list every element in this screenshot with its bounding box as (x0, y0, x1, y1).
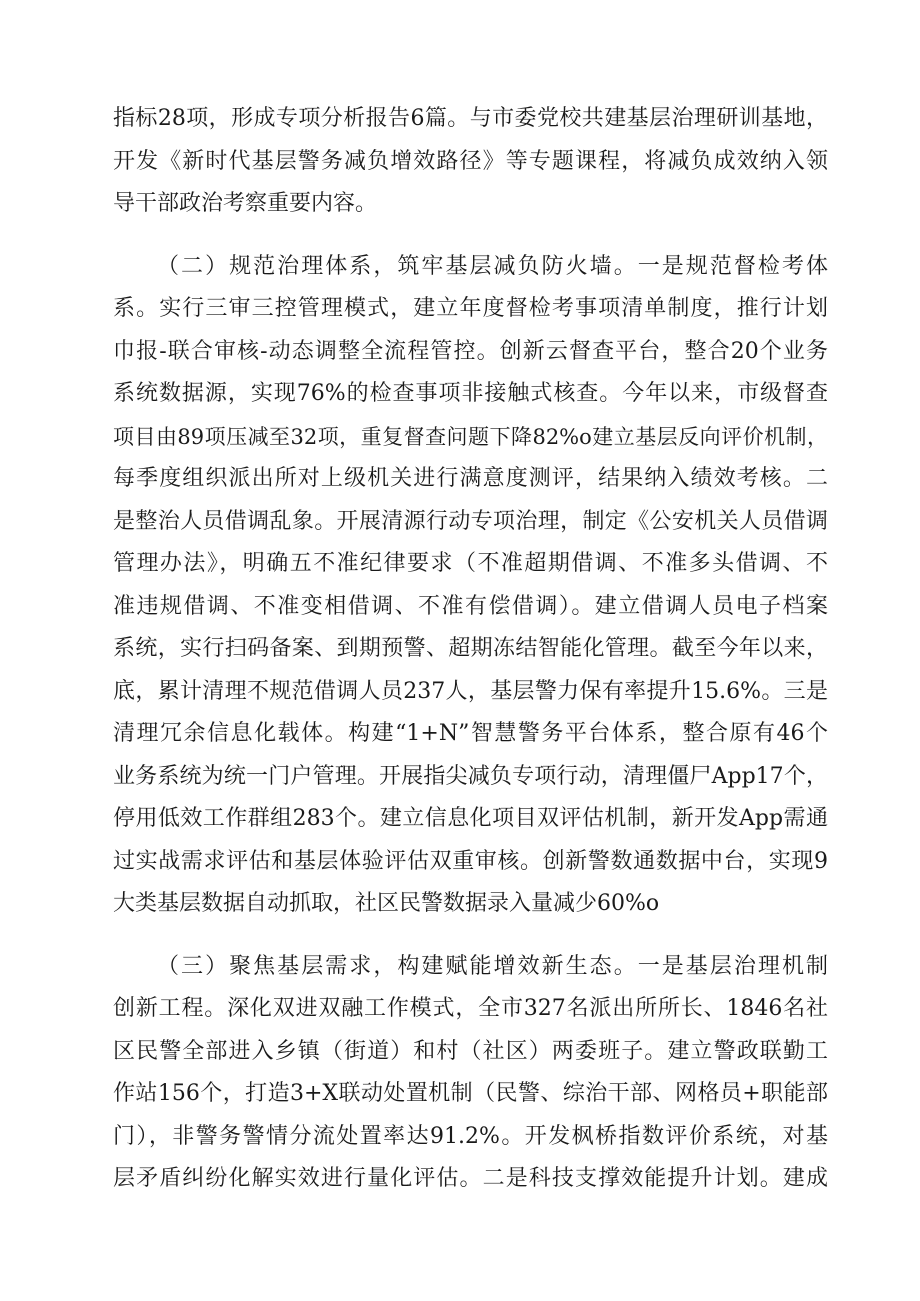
text-line: 巾报-联合审核-动态调整全流程管控。创新云督查平台，整合20个业务 (113, 338, 828, 364)
text-line: 系统，实行扫码备案、到期预警、超期冻结智能化管理。截至今年以来， (113, 636, 828, 661)
text-line: 大类基层数据自动抓取，社区民警数据录入量减少60%o (113, 891, 660, 916)
paragraph-1 (113, 98, 828, 226)
text-line: 停用低效工作群组283个。建立信息化项目双评估机制，新开发App需通 (113, 806, 828, 831)
text-line: 门），非警务警情分流处置率达91.2%。开发枫桥指数评价系统，对基 (113, 1123, 828, 1149)
text-line: （三）聚焦基层需求，构建赋能增效新生态。一是基层治理机制 (157, 953, 828, 979)
text-line: 作站156个，打造3+X联动处置机制（民警、综治干部、网格员+职能部 (113, 1081, 828, 1106)
text-line: 系。实行三审三控管理模式，建立年度督检考事项清单制度，推行计划 (113, 296, 828, 321)
paragraph-3 (113, 946, 828, 1201)
text-line: （二）规范治理体系，筑牢基层减负防火墙。一是规范督检考体 (157, 253, 828, 279)
text-line: 过实战需求评估和基层体验评估双重审核。创新警数通数据中台，实现9 (113, 848, 828, 874)
text-line: 指标28项，形成专项分析报告6篇。与市委党校共建基层治理研训基地， (113, 106, 828, 131)
text-line: 业务系统为统一门户管理。开展指尖减负专项行动，清理僵尸App17个， (113, 763, 828, 789)
document-body (113, 98, 828, 1201)
paragraph-gap (113, 226, 828, 246)
paragraph-2 (113, 246, 828, 926)
text-line: 管理办法》，明确五不准纪律要求（不准超期借调、不准多头借调、不 (113, 551, 828, 576)
text-line: 创新工程。深化双进双融工作模式，全市327名派出所所长、1846名社 (113, 996, 828, 1021)
text-line: 清理冗余信息化载体。构建“1+N”智慧警务平台体系，整合原有46个 (113, 721, 828, 746)
text-line: 底，累计清理不规范借调人员237人，基层警力保有率提升15.6%。三是 (113, 678, 828, 704)
text-line: 准违规借调、不准变相借调、不准有偿借调）。建立借调人员电子档案 (113, 593, 828, 619)
text-line: 区民警全部进入乡镇（街道）和村（社区）两委班子。建立警政联勤工 (113, 1038, 828, 1064)
text-line: 每季度组织派出所对上级机关进行满意度测评，结果纳入绩效考核。二 (113, 466, 828, 491)
paragraph-gap (113, 926, 828, 946)
text-line: 系统数据源，实现76%的检查事项非接触式核查。今年以来，市级督查 (113, 381, 828, 406)
text-line: 开发《新时代基层警务减负增效路径》等专题课程，将减负成效纳入领 (113, 148, 828, 174)
text-line: 是整治人员借调乱象。开展清源行动专项治理，制定《公安机关人员借调 (113, 508, 828, 534)
text-line: 项目由89项压减至32项，重复督查问题下降82%o建立基层反向评价机制， (113, 424, 828, 449)
text-line: 层矛盾纠纷化解实效进行量化评估。二是科技支撑效能提升计划。建成 (113, 1166, 828, 1191)
text-line: 导干部政治考察重要内容。 (113, 191, 378, 216)
